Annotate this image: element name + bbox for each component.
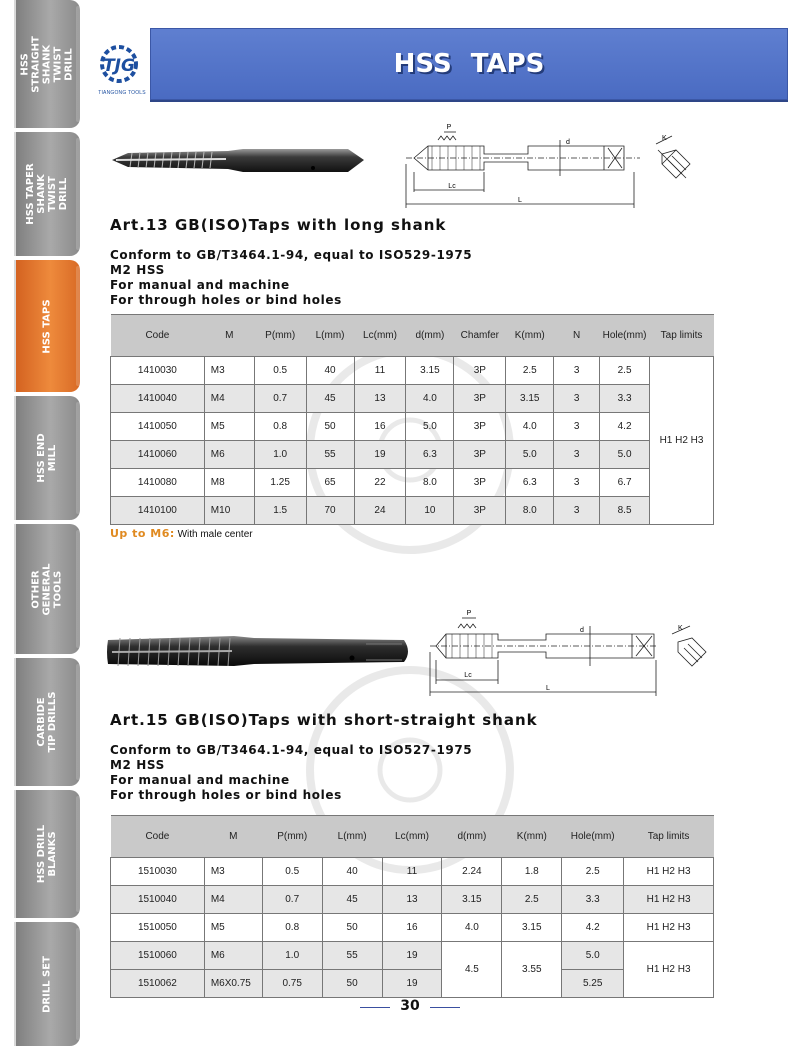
company-logo xyxy=(92,40,146,96)
table-cell: 2.5 xyxy=(506,357,554,385)
table-cell: 10 xyxy=(406,497,454,525)
table-cell: 3 xyxy=(554,469,600,497)
svg-text:K: K xyxy=(662,135,667,142)
table-cell: H1 H2 H3 xyxy=(624,914,714,942)
table-cell: H1 H2 H3 xyxy=(624,886,714,914)
table-cell: 3 xyxy=(554,413,600,441)
table-cell: 2.5 xyxy=(562,858,624,886)
col-header: M xyxy=(204,315,254,357)
table-cell: 1510040 xyxy=(111,886,205,914)
table-cell: 40 xyxy=(306,357,354,385)
table-cell: 3 xyxy=(554,497,600,525)
table-cell: M5 xyxy=(204,413,254,441)
table-cell: 6.3 xyxy=(506,469,554,497)
sidebar-item-hss-end-mill[interactable] xyxy=(14,396,80,520)
col-header: P(mm) xyxy=(262,816,322,858)
spec-line: For manual and machine xyxy=(110,278,290,292)
table-cell: M10 xyxy=(204,497,254,525)
table-cell: 0.8 xyxy=(262,914,322,942)
col-header: Code xyxy=(111,315,205,357)
table-cell: 3P xyxy=(454,497,506,525)
sidebar-item-label: HSS STRAIGHT SHANK TWIST DRILL xyxy=(19,35,75,93)
col-header: Code xyxy=(111,816,205,858)
svg-text:Lc: Lc xyxy=(464,672,472,679)
table-row xyxy=(111,469,714,497)
table-cell: 3 xyxy=(554,441,600,469)
tap-limits-cell: H1 H2 H3 xyxy=(650,357,714,525)
table-cell: 1410080 xyxy=(111,469,205,497)
svg-text:TJG: TJG xyxy=(103,56,135,76)
svg-text:P: P xyxy=(466,610,472,617)
table-cell: M3 xyxy=(204,858,262,886)
table-cell: 1510060 xyxy=(111,942,205,970)
table-cell: M6 xyxy=(204,942,262,970)
col-header: K(mm) xyxy=(506,315,554,357)
table-cell: 1510050 xyxy=(111,914,205,942)
table-cell: 11 xyxy=(354,357,406,385)
col-header: K(mm) xyxy=(502,816,562,858)
table-cell: 55 xyxy=(322,942,382,970)
col-header: Hole(mm) xyxy=(562,816,624,858)
table-cell: 65 xyxy=(306,469,354,497)
sidebar-item-label: OTHER GENERAL TOOLS xyxy=(30,562,64,616)
svg-text:d: d xyxy=(580,627,584,634)
col-header: L(mm) xyxy=(306,315,354,357)
table-cell: 3.15 xyxy=(406,357,454,385)
col-header: Lc(mm) xyxy=(354,315,406,357)
short-straight-shank-tap-image xyxy=(104,630,416,674)
table-cell: 0.7 xyxy=(254,385,306,413)
table-row xyxy=(111,357,714,385)
table-cell: 3P xyxy=(454,441,506,469)
col-header: Tap limits xyxy=(624,816,714,858)
sidebar-item-drill-set[interactable] xyxy=(14,922,80,1046)
page-title: HSS TAPS xyxy=(393,49,545,79)
sidebar-item-label: HSS TAPS xyxy=(41,298,53,354)
table-cell: 0.75 xyxy=(262,970,322,998)
spec-line: For manual and machine xyxy=(110,773,290,787)
table-cell: 3.15 xyxy=(506,385,554,413)
table-cell: 0.5 xyxy=(254,357,306,385)
section1-note xyxy=(110,527,253,540)
table-cell: 50 xyxy=(322,914,382,942)
section1-table xyxy=(110,314,714,525)
table-cell: 3.15 xyxy=(442,886,502,914)
table-cell: 1510062 xyxy=(111,970,205,998)
svg-text:L: L xyxy=(518,197,522,204)
spec-line: M2 HSS xyxy=(110,758,165,772)
table-cell: 1.0 xyxy=(262,942,322,970)
table-cell: 4.2 xyxy=(600,413,650,441)
spec-line: Conform to GB/T3464.1-94, equal to ISO529-1975 xyxy=(110,248,473,262)
col-header: Hole(mm) xyxy=(600,315,650,357)
table-cell: 1410060 xyxy=(111,441,205,469)
sidebar-item-label: HSS END MILL xyxy=(36,433,58,483)
col-header: d(mm) xyxy=(406,315,454,357)
table-row xyxy=(111,886,714,914)
table-cell: 6.3 xyxy=(406,441,454,469)
table-cell: 3P xyxy=(454,469,506,497)
table-cell: 19 xyxy=(382,970,442,998)
svg-text:K: K xyxy=(678,625,683,632)
table-row xyxy=(111,970,714,998)
sidebar-item-hss-straight-shank-twist-drill[interactable] xyxy=(14,0,80,128)
table-row xyxy=(111,497,714,525)
col-header: M xyxy=(204,816,262,858)
note-label: Up to M6: xyxy=(110,527,175,540)
table-cell: 1410050 xyxy=(111,413,205,441)
table-cell: M4 xyxy=(204,385,254,413)
table-cell: 8.0 xyxy=(506,497,554,525)
table-cell: 2.24 xyxy=(442,858,502,886)
table-cell: 55 xyxy=(306,441,354,469)
sidebar-item-hss-taper-shank-twist-drill[interactable] xyxy=(14,132,80,256)
logo-subtext: TIANGONG TOOLS xyxy=(98,90,146,96)
merged-k-cell: 3.55 xyxy=(502,942,562,998)
table-cell: 1.5 xyxy=(254,497,306,525)
note-text: With male center xyxy=(177,529,253,540)
table-cell: 50 xyxy=(306,413,354,441)
table-cell: 1.25 xyxy=(254,469,306,497)
table-cell: 19 xyxy=(354,441,406,469)
table-cell: 3 xyxy=(554,357,600,385)
table-cell: 3.15 xyxy=(502,914,562,942)
table-cell: 70 xyxy=(306,497,354,525)
table-cell: 1.8 xyxy=(502,858,562,886)
table-cell: 22 xyxy=(354,469,406,497)
table-cell: 3.3 xyxy=(562,886,624,914)
sidebar-item-hss-taps[interactable] xyxy=(14,260,80,392)
sidebar-item-label: HSS TAPER SHANK TWIST DRILL xyxy=(25,163,69,225)
spec-line: For through holes or bind holes xyxy=(110,788,342,802)
table-cell: 5.0 xyxy=(600,441,650,469)
page-title-bar xyxy=(150,28,788,100)
table-row xyxy=(111,914,714,942)
col-header: d(mm) xyxy=(442,816,502,858)
table-cell: 5.0 xyxy=(406,413,454,441)
col-header: P(mm) xyxy=(254,315,306,357)
sidebar-item-label: HSS DRILL BLANKS xyxy=(36,824,58,884)
sidebar-item-carbide-tip-drills[interactable] xyxy=(14,658,80,786)
col-header: Chamfer xyxy=(454,315,506,357)
section1-specs xyxy=(110,248,472,308)
table-cell: 0.5 xyxy=(262,858,322,886)
col-header: Lc(mm) xyxy=(382,816,442,858)
table-cell: 16 xyxy=(354,413,406,441)
table-cell: 3.3 xyxy=(600,385,650,413)
col-header: Tap limits xyxy=(650,315,714,357)
section1-title: Art.13 GB(ISO)Taps with long shank xyxy=(110,216,447,234)
table-cell: 1410030 xyxy=(111,357,205,385)
table-cell: 8.5 xyxy=(600,497,650,525)
table-cell: 3P xyxy=(454,385,506,413)
long-shank-tap-drawing xyxy=(400,120,700,212)
spec-line: For through holes or bind holes xyxy=(110,293,342,307)
table-cell: 13 xyxy=(354,385,406,413)
table-cell: 4.0 xyxy=(506,413,554,441)
table-cell: M4 xyxy=(204,886,262,914)
svg-text:d: d xyxy=(566,139,570,146)
table-row xyxy=(111,385,714,413)
table-cell: 8.0 xyxy=(406,469,454,497)
table-cell: 2.5 xyxy=(502,886,562,914)
section2-specs xyxy=(110,743,472,803)
table-cell: 5.0 xyxy=(506,441,554,469)
table-cell: 24 xyxy=(354,497,406,525)
table-cell: 6.7 xyxy=(600,469,650,497)
spec-line: M2 HSS xyxy=(110,263,165,277)
table-cell: 45 xyxy=(322,886,382,914)
table-cell: M8 xyxy=(204,469,254,497)
table-cell: M6X0.75 xyxy=(204,970,262,998)
section2-table xyxy=(110,815,714,998)
table-row xyxy=(111,942,714,970)
svg-text:Lc: Lc xyxy=(448,183,456,190)
table-cell: 3P xyxy=(454,357,506,385)
table-cell: M3 xyxy=(204,357,254,385)
spec-line: Conform to GB/T3464.1-94, equal to ISO527-1975 xyxy=(110,743,473,757)
table-cell: 1410040 xyxy=(111,385,205,413)
table-cell: 0.8 xyxy=(254,413,306,441)
sidebar-item-label: DRILL SET xyxy=(41,955,53,1013)
sidebar-item-label: CARBIDE TIP DRILLS xyxy=(36,691,58,753)
table-row xyxy=(111,441,714,469)
table-cell: 40 xyxy=(322,858,382,886)
table-cell: 5.0 xyxy=(562,942,624,970)
merged-tap-limits-cell: H1 H2 H3 xyxy=(624,942,714,998)
table-cell: 5.25 xyxy=(562,970,624,998)
table-cell: M5 xyxy=(204,914,262,942)
sidebar-item-other-general-tools[interactable] xyxy=(14,524,80,654)
table-cell: M6 xyxy=(204,441,254,469)
table-cell: 13 xyxy=(382,886,442,914)
table-cell: H1 H2 H3 xyxy=(624,858,714,886)
table-cell: 4.0 xyxy=(406,385,454,413)
table-cell: 3 xyxy=(554,385,600,413)
col-header: L(mm) xyxy=(322,816,382,858)
table-cell: 11 xyxy=(382,858,442,886)
table-row xyxy=(111,413,714,441)
table-cell: 2.5 xyxy=(600,357,650,385)
table-cell: 45 xyxy=(306,385,354,413)
table-cell: 19 xyxy=(382,942,442,970)
short-straight-shank-tap-drawing xyxy=(428,604,720,696)
col-header: N xyxy=(554,315,600,357)
merged-d-cell: 4.5 xyxy=(442,942,502,998)
svg-text:P: P xyxy=(446,124,452,131)
svg-text:L: L xyxy=(546,685,550,692)
table-cell: 4.0 xyxy=(442,914,502,942)
table-cell: 1510030 xyxy=(111,858,205,886)
table-cell: 50 xyxy=(322,970,382,998)
table-cell: 16 xyxy=(382,914,442,942)
table-cell: 3P xyxy=(454,413,506,441)
sidebar-item-hss-drill-blanks[interactable] xyxy=(14,790,80,918)
table-cell: 4.2 xyxy=(562,914,624,942)
table-cell: 1410100 xyxy=(111,497,205,525)
table-cell: 1.0 xyxy=(254,441,306,469)
table-row xyxy=(111,858,714,886)
page-number: 30 xyxy=(360,998,460,1014)
section2-title: Art.15 GB(ISO)Taps with short-straight shank xyxy=(110,711,538,729)
table-cell: 0.7 xyxy=(262,886,322,914)
sidebar-nav xyxy=(14,0,80,1050)
long-shank-tap-image xyxy=(108,140,370,182)
